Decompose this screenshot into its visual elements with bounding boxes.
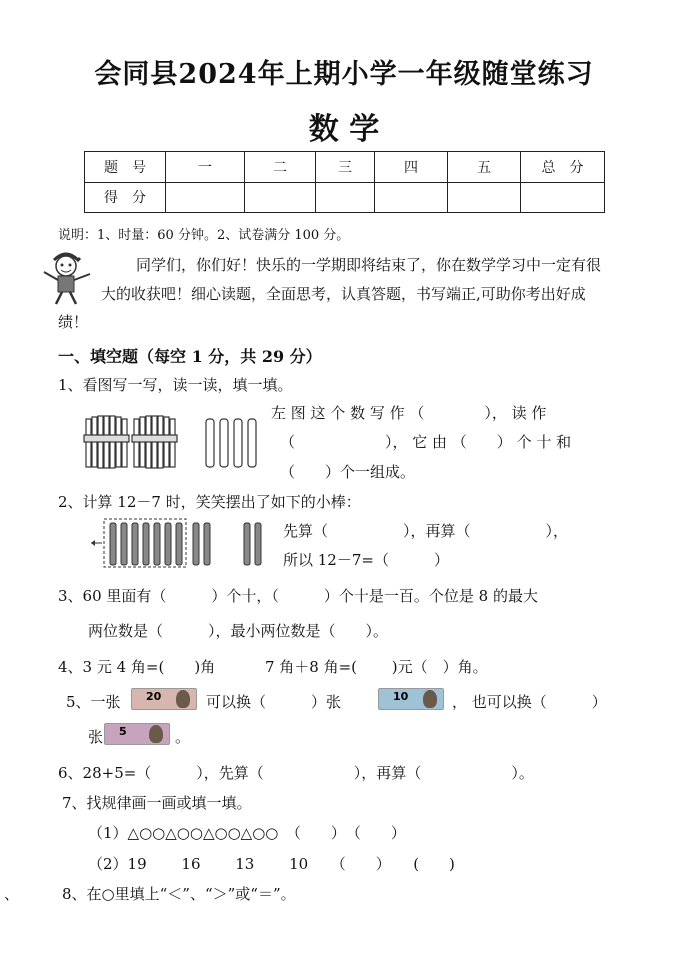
- score-cell[interactable]: [521, 182, 605, 213]
- subject-title: 数 学: [308, 112, 380, 147]
- score-header-cell: 四: [375, 152, 448, 183]
- score-cell[interactable]: [316, 182, 375, 213]
- q2-line: 先算（ ），再算（ ），: [283, 522, 569, 540]
- bill-20-value: 20: [146, 690, 162, 703]
- question-3-line2: 两位数是（ ），最小两位数是（ ）。: [88, 622, 389, 640]
- question-5: 5、一张: [66, 693, 121, 711]
- page-title: 会同县2024年上期小学一年级随堂练习: [94, 59, 594, 90]
- intro-line: 大的收获吧！细心读题，全面思考，认真答题，书写端正,可助你考出好成: [101, 285, 586, 303]
- question-6: 6、28+5=（ ），先算（ ），再算（ ）。: [58, 764, 534, 782]
- bill-20-icon: [131, 688, 197, 710]
- sticks-bundles-icon: [82, 413, 262, 471]
- score-cell[interactable]: [375, 182, 448, 213]
- score-header-cell: 总 分: [521, 152, 605, 183]
- bill-10-value: 10: [393, 690, 409, 703]
- intro-line: 绩！: [58, 313, 89, 331]
- score-table: [84, 151, 605, 213]
- question-8: 8、在○里填上“＜”、“＞”或“＝”。: [62, 885, 296, 903]
- sticks-12-icon: [88, 517, 268, 569]
- score-header-cell: 三: [316, 152, 375, 183]
- q1-line: （ ）个一组成。: [280, 463, 416, 481]
- score-cell[interactable]: [245, 182, 316, 213]
- mascot-icon: [40, 250, 96, 306]
- question-2: 2、计算 12－7 时，笑笑摆出了如下的小棒：: [58, 493, 361, 511]
- q1-line: 左 图 这 个 数 写 作 （ ）， 读 作: [271, 404, 547, 422]
- bill-5-value: 5: [119, 725, 127, 738]
- section-heading: 一、填空题（每空 1 分，共 29 分）: [58, 347, 322, 366]
- score-cell[interactable]: [448, 182, 521, 213]
- bill-5-icon: [104, 723, 170, 745]
- score-header-cell: 五: [448, 152, 521, 183]
- q5-text: 可以换（ ）张: [206, 693, 342, 711]
- q2-line: 所以 12－7=（ ）: [283, 551, 449, 569]
- stray-mark: 、: [4, 885, 20, 903]
- score-cell[interactable]: [166, 182, 245, 213]
- q5-text: 张: [88, 728, 104, 746]
- score-label: 得 分: [85, 182, 166, 213]
- q7-line: （1）△○○△○○△○○△○○ （ ） （ ）: [88, 824, 406, 842]
- bill-10-icon: [378, 688, 444, 710]
- exam-note: 说明：1、时量：60 分钟。2、试卷满分 100 分。: [58, 228, 350, 243]
- intro-line: 同学们，你们好！快乐的一学期即将结束了，你在数学学习中一定有很: [136, 256, 602, 274]
- question-1: 1、看图写一写，读一读，填一填。: [58, 376, 293, 394]
- q1-line: （ ）， 它 由 （ ） 个 十 和: [280, 433, 572, 451]
- score-row: [85, 182, 605, 213]
- score-header-cell: 题 号: [85, 152, 166, 183]
- q7-line: （2）19 16 13 10 （ ） ( ): [88, 855, 455, 873]
- score-header-row: [85, 152, 605, 183]
- question-3: 3、60 里面有（ ）个十，（ ）个十是一百。个位是 8 的最大: [58, 587, 538, 605]
- q5-text: 。: [175, 728, 191, 746]
- question-7: 7、找规律画一画或填一填。: [62, 794, 252, 812]
- question-4: 4、3 元 4 角=( )角 7 角＋8 角=( )元（ ）角。: [58, 658, 488, 676]
- score-header-cell: 一: [166, 152, 245, 183]
- score-header-cell: 二: [245, 152, 316, 183]
- q5-text: ， 也可以换（ ）: [452, 693, 607, 711]
